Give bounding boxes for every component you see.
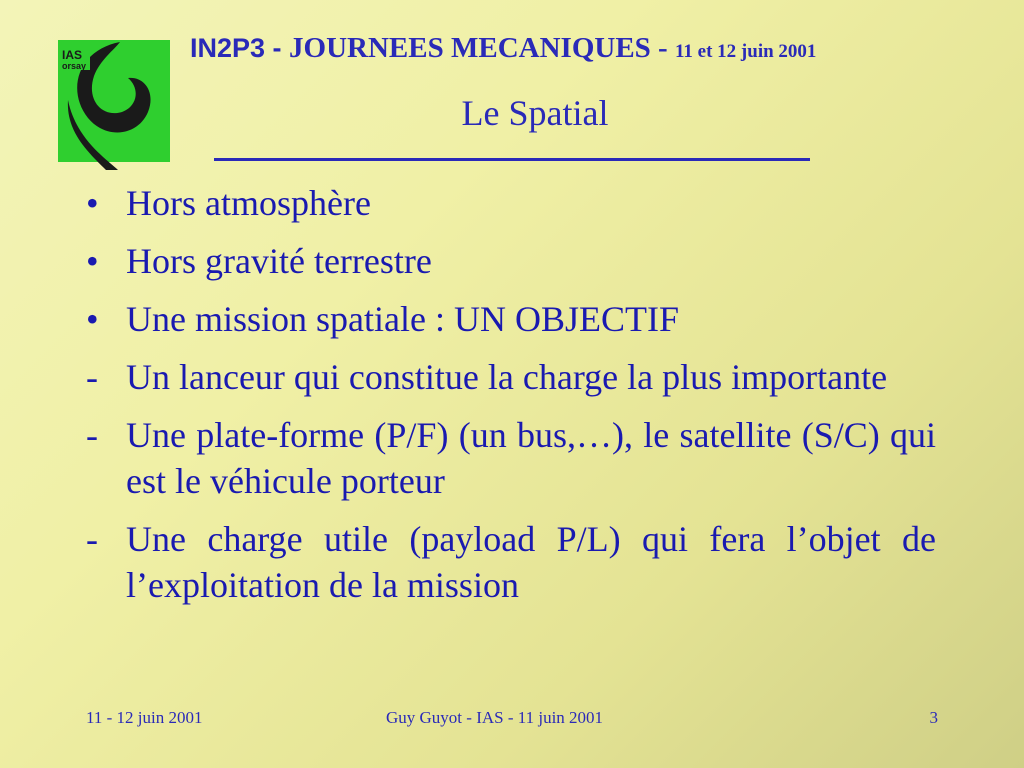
dash-item (86, 354, 936, 400)
footer-page-number: 3 (929, 708, 938, 727)
dash-item (86, 412, 936, 504)
bullet-text: Hors atmosphère (126, 183, 371, 223)
header-dates: 11 et 12 juin 2001 (674, 41, 817, 62)
slide-title: Le Spatial (461, 93, 609, 133)
dash-text: Un lanceur qui constitue la charge la plus importante (126, 357, 888, 397)
header-org: IN2P3 - (190, 33, 290, 63)
title-underline (214, 158, 810, 161)
bullet-marker: • (86, 183, 99, 223)
bullet-list (86, 180, 936, 620)
dash-marker: - (86, 415, 98, 455)
bullet-marker: • (86, 241, 99, 281)
bullet-item (86, 238, 936, 284)
dash-text: Une charge utile (payload P/L) qui fera l’objet de l’exploitation de la mission (126, 519, 936, 605)
footer-author: Guy Guyot - IAS - 11 juin 2001 (386, 708, 604, 727)
dash-item (86, 516, 936, 608)
logo-text-ias: IAS (62, 48, 83, 62)
logo-text-orsay: orsay (62, 61, 87, 71)
slide-header (190, 32, 960, 65)
dash-marker: - (86, 357, 98, 397)
bullet-marker: • (86, 299, 99, 339)
header-event: JOURNEES MECANIQUES - (289, 32, 675, 64)
bullet-text: Une mission spatiale : UN OBJECTIF (126, 299, 679, 339)
dash-text: Une plate-forme (P/F) (un bus,…), le satellite (S/C) qui est le véhicule porteur (126, 415, 936, 501)
bullet-text: Hors gravité terrestre (126, 241, 432, 281)
footer-date: 11 - 12 juin 2001 (86, 708, 203, 727)
dash-marker: - (86, 519, 98, 559)
ias-logo (58, 40, 170, 170)
bullet-item (86, 180, 936, 226)
bullet-item (86, 296, 936, 342)
